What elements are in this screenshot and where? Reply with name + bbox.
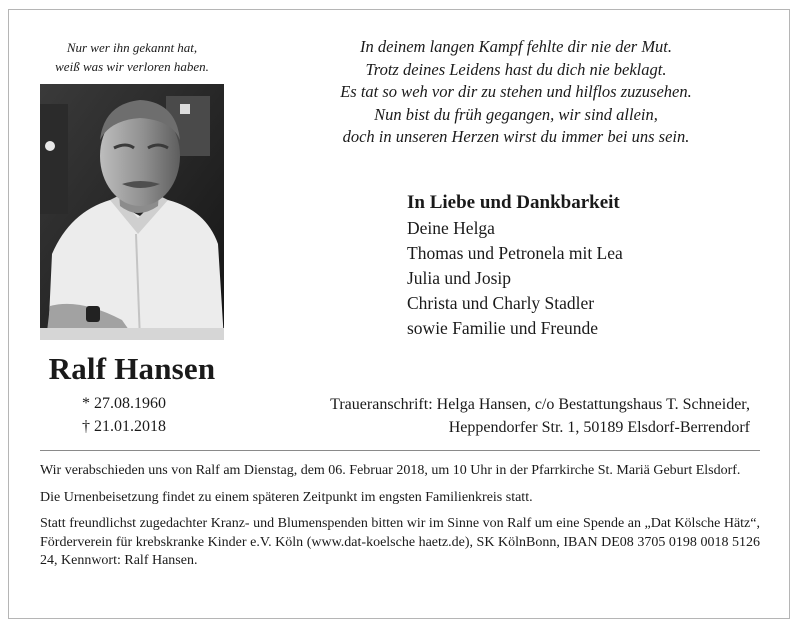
address-line: Heppendorfer Str. 1, 50189 Elsdorf-Berrendorf — [448, 419, 750, 436]
portrait-photo — [40, 84, 224, 340]
intro-quote — [40, 38, 224, 76]
poem-line: doch in unseren Herzen wirst du immer bei uns sein. — [342, 127, 690, 146]
intro-quote-line: Nur wer ihn gekannt hat, — [66, 40, 198, 55]
divider — [40, 450, 760, 451]
mourner-name: Christa und Charly Stadler — [407, 293, 595, 313]
mourner-name: Thomas und Petronela mit Lea — [407, 243, 623, 263]
mourner-name: Julia und Josip — [407, 268, 512, 288]
poem — [300, 36, 732, 149]
mourners-heading: In Liebe und Dankbarkeit — [407, 192, 620, 213]
poem-line: Nun bist du früh gegangen, wir sind allein, — [374, 104, 658, 124]
service-info — [40, 462, 760, 579]
burial-text: Die Urnenbeisetzung findet zu einem späteren Zeitpunkt im engsten Familienkreis statt. — [40, 489, 533, 505]
life-dates — [82, 392, 166, 438]
death-date: † 21.01.2018 — [82, 418, 166, 435]
mourner-name: Deine Helga — [407, 218, 495, 238]
mourning-address — [262, 393, 750, 439]
mourners-block — [407, 190, 623, 341]
mourner-name: sowie Familie und Freunde — [407, 318, 599, 338]
birth-date: * 27.08.1960 — [82, 395, 166, 412]
farewell-text: Wir verabschieden uns von Ralf am Dienstag, dem 06. Februar 2018, um 10 Uhr in der Pfarrkirche St. Mariä Geburt Elsdorf. — [40, 463, 741, 478]
donation-text: Statt freundlichst zugedachter Kranz- und Blumenspenden bitten wir im Sinne von Ralf um eine Spende an „Dat Kölsche Hätz“, Förderverein für krebskranke Kinder e.V. Köln (www.dat-koelsche haetz.de), SK KölnBonn, IBAN DE08 3705 0198 0018 5126 24, Kennwort: Ralf Hansen. — [40, 516, 760, 568]
intro-quote-line: weiß was wir verloren haben. — [55, 59, 209, 74]
poem-line: Trotz deines Leidens hast du dich nie beklagt. — [365, 59, 667, 79]
portrait-illustration — [40, 84, 224, 340]
address-line: Traueranschrift: Helga Hansen, c/o Bestattungshaus T. Schneider, — [330, 396, 750, 413]
deceased-name: Ralf Hansen — [48, 351, 216, 386]
poem-line: In deinem langen Kampf fehlte dir nie der Mut. — [359, 37, 673, 56]
poem-line: Es tat so weh vor dir zu stehen und hilflos zuzusehen. — [340, 82, 692, 101]
